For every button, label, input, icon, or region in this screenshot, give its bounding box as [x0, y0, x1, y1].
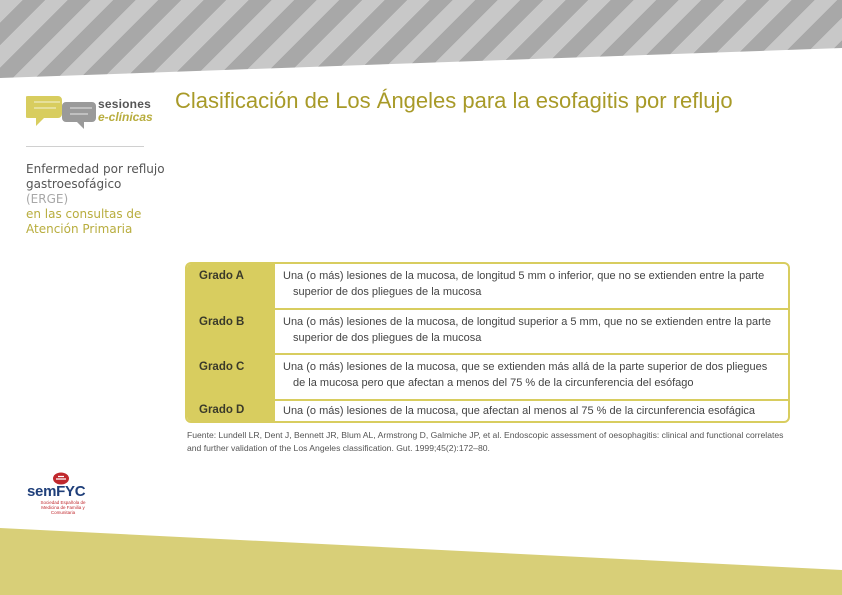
grade-description: Una (o más) lesiones de la mucosa, de longitud superior a 5 mm, que no se extienden entre la parte superior de dos pliegues de la mucosa	[283, 316, 771, 344]
course-title-line1: Enfermedad por reflujo	[26, 162, 165, 176]
grade-description: Una (o más) lesiones de la mucosa, que se extienden más allá de la parte superior de dos pliegues de la mucosa pero que afectan a menos del 75 % de la circunferencia del esófago	[283, 361, 768, 389]
grade-label: Grado B	[187, 310, 275, 353]
course-title-line2-main: gastroesofágico	[26, 177, 122, 191]
grade-label: Grado C	[187, 355, 275, 399]
logo-line1: sesiones	[98, 97, 151, 111]
semfyc-subtitle: Sociedad Española de Medicina de Familia y Comunitaria	[40, 500, 86, 515]
table-row	[187, 264, 788, 310]
table-row	[187, 355, 788, 401]
course-title	[26, 162, 166, 237]
course-title-line2	[26, 177, 166, 207]
source-citation: Fuente: Lundell LR, Dent J, Bennett JR, Blum AL, Armstrong D, Galmiche JP, et al. Endoscopic assessment of oesophagitis: clinical and functional correlates and further validation of the Los Angeles classification. Gut. 1999;45(2):172–80.	[187, 430, 784, 453]
header-stripes	[0, 0, 842, 80]
grade-label: Grado A	[187, 264, 275, 308]
grade-description: Una (o más) lesiones de la mucosa, que afectan al menos al 75 % de la circunferencia esofágica	[283, 405, 756, 417]
grade-description: Una (o más) lesiones de la mucosa, de longitud 5 mm o inferior, que no se extienden entre la parte superior de dos pliegues de la mucosa	[283, 270, 765, 298]
classification-table	[185, 262, 790, 423]
logo-line2: e-clínicas	[98, 110, 153, 124]
table-row	[187, 310, 788, 355]
course-title-line4: Atención Primaria	[26, 222, 133, 236]
course-title-abbrev: (ERGE)	[26, 192, 69, 206]
grade-label: Grado D	[187, 401, 275, 423]
table-row	[187, 401, 788, 423]
course-title-line3: en las consultas de	[26, 207, 142, 221]
slide-title: Clasificación de Los Ángeles para la esofagitis por reflujo	[175, 88, 733, 113]
sidebar-divider	[26, 146, 144, 147]
semfyc-logo: semFYC	[27, 483, 86, 500]
brand-logo	[98, 98, 153, 124]
